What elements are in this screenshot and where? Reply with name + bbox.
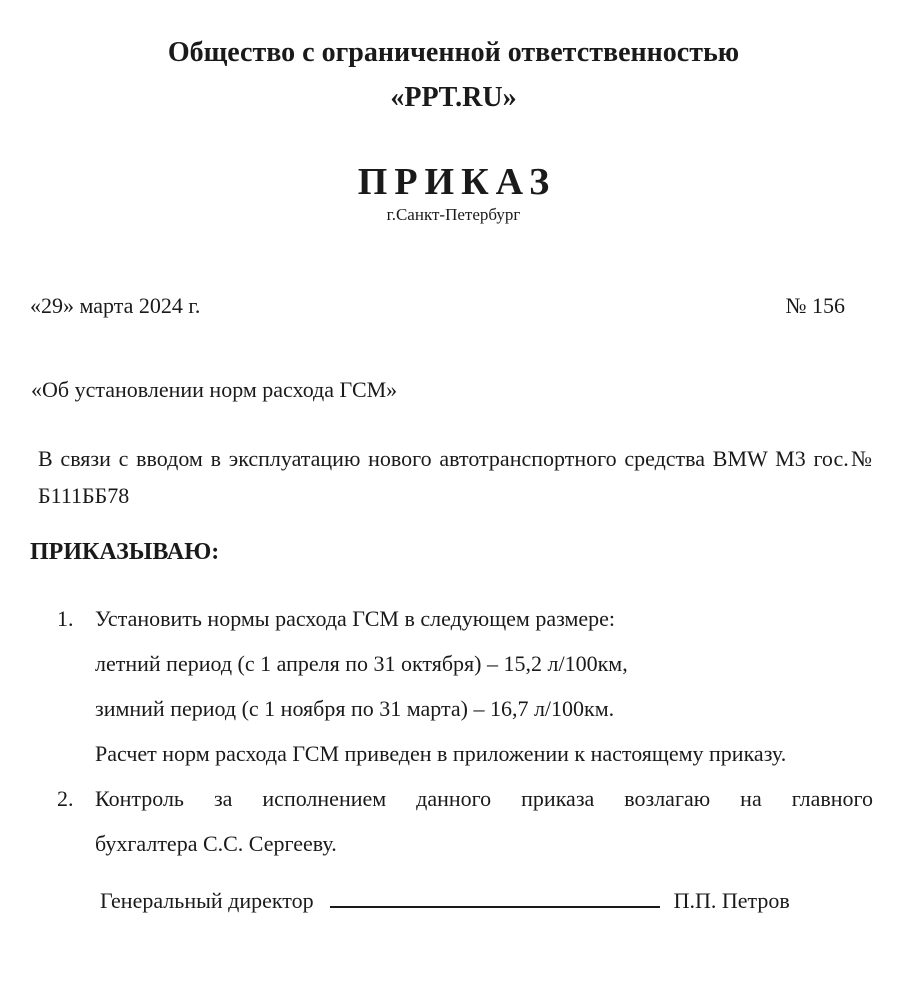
document-title: ПРИКАЗ [357,160,557,203]
signature-position-title: Генеральный директор [100,888,314,914]
company-name-line1: Общество с ограниченной ответственностью [167,37,740,68]
document-number: № 156 [785,293,845,319]
order-item-2-lines [95,776,873,866]
document-date: «29» марта 2024 г. [30,293,201,319]
order-heading: ПРИКАЗЫВАЮ: [30,539,220,566]
order-item-1-lines [95,596,873,776]
company-name [0,30,907,121]
order-item-line: зимний период (с 1 ноября по 31 марта) – 16,7 л/100км. [95,696,615,722]
preamble-paragraph: В связи с вводом в эксплуатацию нового автотранспортного средства BMW M3 гос.№ Б111ББ78 [38,446,872,509]
order-list [57,596,873,866]
order-item-line: Контроль за исполнением данного приказа возлагаю на главного [95,786,873,812]
meta-row [30,293,845,319]
order-document-page [0,30,907,990]
order-item-line: бухгалтера С.С. Сергееву. [95,831,337,857]
signature-name: П.П. Петров [673,888,790,914]
order-item-line: летний период (с 1 апреля по 31 октября) – 15,2 л/100км, [95,651,628,677]
order-item-line: Расчет норм расхода ГСМ приведен в приложении к настоящему приказу. [95,741,787,767]
order-item-1-number: 1. [57,606,74,632]
order-item-2 [57,776,873,866]
signature-row [100,884,907,917]
signature-blank-line [330,884,660,908]
document-city: г.Санкт-Петербург [386,205,521,225]
company-name-line2: «PPT.RU» [390,82,517,114]
order-item-1 [57,596,873,776]
order-item-line: Установить нормы расхода ГСМ в следующем размере: [95,606,616,632]
document-subject: «Об установлении норм расхода ГСМ» [31,377,398,403]
order-item-2-number: 2. [57,786,74,812]
